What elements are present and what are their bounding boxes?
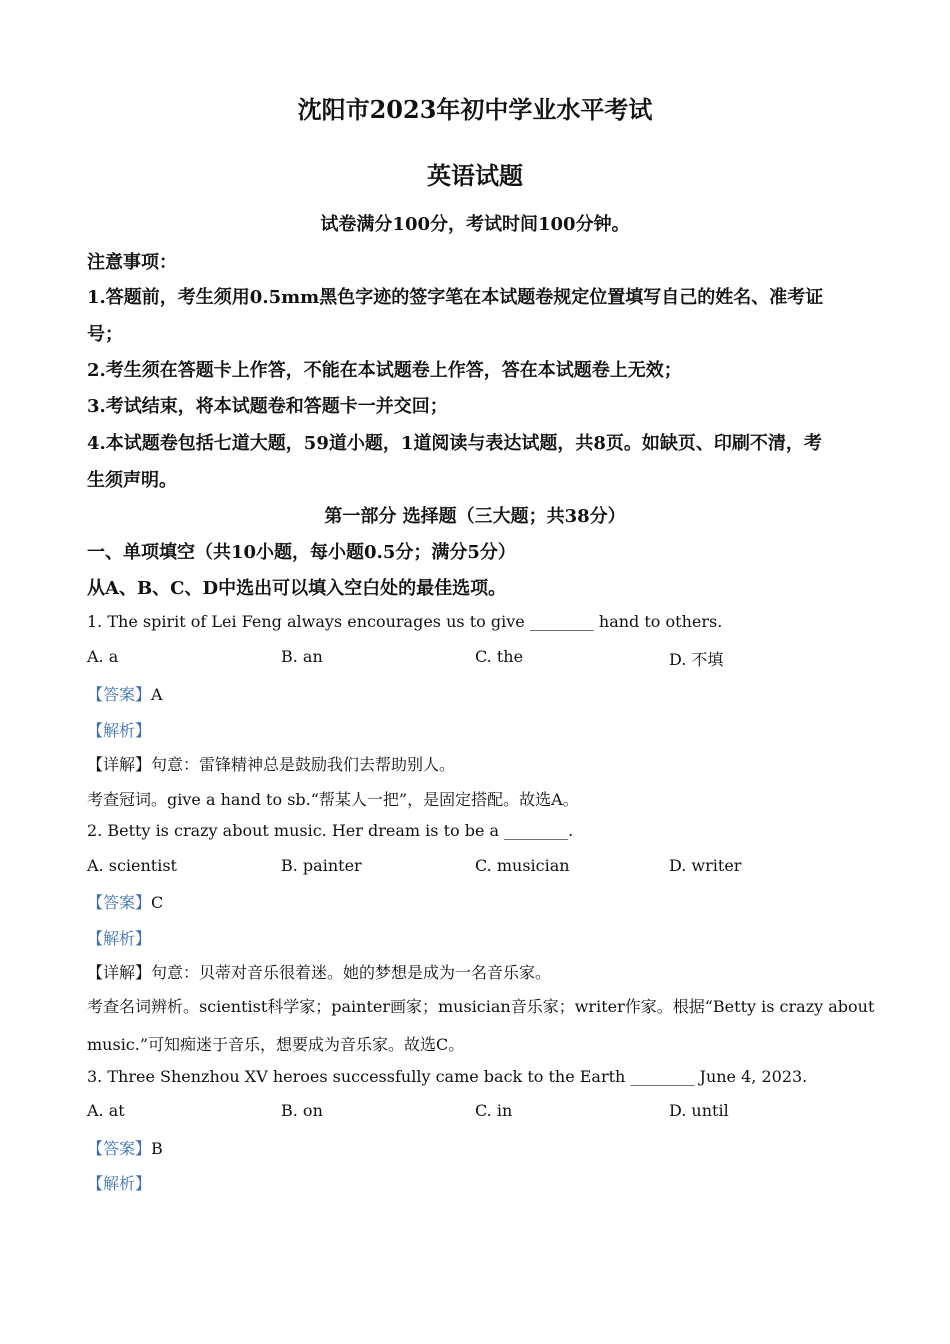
answer-value: A: [151, 685, 163, 704]
question-3-stem: 3. Three Shenzhou XV heroes successfully came back to the Earth ________ June 4, 2023.: [87, 1067, 808, 1086]
question-1-explanation: 考查冠词。give a hand to sb.“帮某人一把”，是固定搭配。故选A。: [87, 790, 579, 809]
question-1-stem: 1. The spirit of Lei Feng always encourages us to give ________ hand to others.: [87, 612, 723, 631]
question-2-explanation-2: music.”可知痴迷于音乐，想要成为音乐家。故选C。: [87, 1035, 465, 1054]
question-1-answer: [87, 682, 163, 705]
notice-line-1: 1.答题前，考生须用0.5mm黑色字迹的签字笔在本试题卷规定位置填写自己的姓名、准考证: [87, 287, 824, 308]
detail-label: 【详解】: [87, 963, 152, 982]
option-d: D. 不填: [669, 650, 724, 669]
part-heading: 第一部分 选择题（三大题；共38分）: [324, 506, 626, 527]
question-2-detail: [87, 960, 551, 983]
detail-text: 句意：贝蒂对音乐很着迷。她的梦想是成为一名音乐家。: [151, 963, 552, 982]
question-2-answer: [87, 890, 163, 913]
option-b: B. on: [281, 1101, 323, 1120]
notice-line-2: 2.考生须在答题卡上作答，不能在本试题卷上作答，答在本试题卷上无效；: [87, 360, 682, 381]
option-c: C. the: [475, 647, 524, 666]
section-instruction: 从A、B、C、D中选出可以填入空白处的最佳选项。: [87, 578, 507, 599]
exam-title: 沈阳市2023年初中学业水平考试: [297, 95, 653, 124]
option-a: A. scientist: [87, 856, 177, 875]
question-3-answer: [87, 1136, 163, 1159]
question-2-options: [87, 856, 887, 880]
option-c: C. in: [475, 1101, 513, 1120]
detail-text: 句意：雷锋精神总是鼓励我们去帮助别人。: [151, 755, 456, 774]
question-1-detail: [87, 752, 455, 775]
option-a: A. a: [87, 647, 119, 666]
answer-value: B: [151, 1139, 163, 1158]
option-d: D. until: [669, 1101, 729, 1120]
notice-line-1b: 号；: [87, 324, 123, 345]
question-2-explanation-1: 考查名词辨析。scientist科学家；painter画家；musician音乐家；writer作家。根据“Betty is crazy about: [87, 997, 875, 1016]
question-3-options: [87, 1101, 887, 1125]
question-2-analysis-label: 【解析】: [87, 929, 152, 948]
option-a: A. at: [87, 1101, 125, 1120]
option-d: D. writer: [669, 856, 742, 875]
option-b: B. an: [281, 647, 323, 666]
answer-label: 【答案】: [87, 1139, 152, 1158]
exam-meta: 试卷满分100分，考试时间100分钟。: [320, 214, 630, 235]
notice-line-3: 3.考试结束，将本试题卷和答题卡一并交回；: [87, 396, 448, 417]
answer-label: 【答案】: [87, 893, 152, 912]
option-c: C. musician: [475, 856, 570, 875]
option-b: B. painter: [281, 856, 362, 875]
question-1-analysis-label: 【解析】: [87, 721, 152, 740]
notice-line-4b: 生须声明。: [87, 470, 177, 491]
question-3-analysis-label: 【解析】: [87, 1174, 152, 1193]
subject-title: 英语试题: [427, 161, 523, 190]
detail-label: 【详解】: [87, 755, 152, 774]
question-1-options: [87, 647, 887, 671]
notice-line-4: 4.本试题卷包括七道大题，59道小题，1道阅读与表达试题，共8页。如缺页、印刷不清，考: [87, 433, 822, 454]
section-heading: 一、单项填空（共10小题，每小题0.5分；满分5分）: [87, 542, 516, 563]
notice-heading: 注意事项：: [87, 252, 177, 273]
question-2-stem: 2. Betty is crazy about music. Her dream is to be a ________.: [87, 821, 574, 840]
answer-label: 【答案】: [87, 685, 152, 704]
answer-value: C: [151, 893, 164, 912]
